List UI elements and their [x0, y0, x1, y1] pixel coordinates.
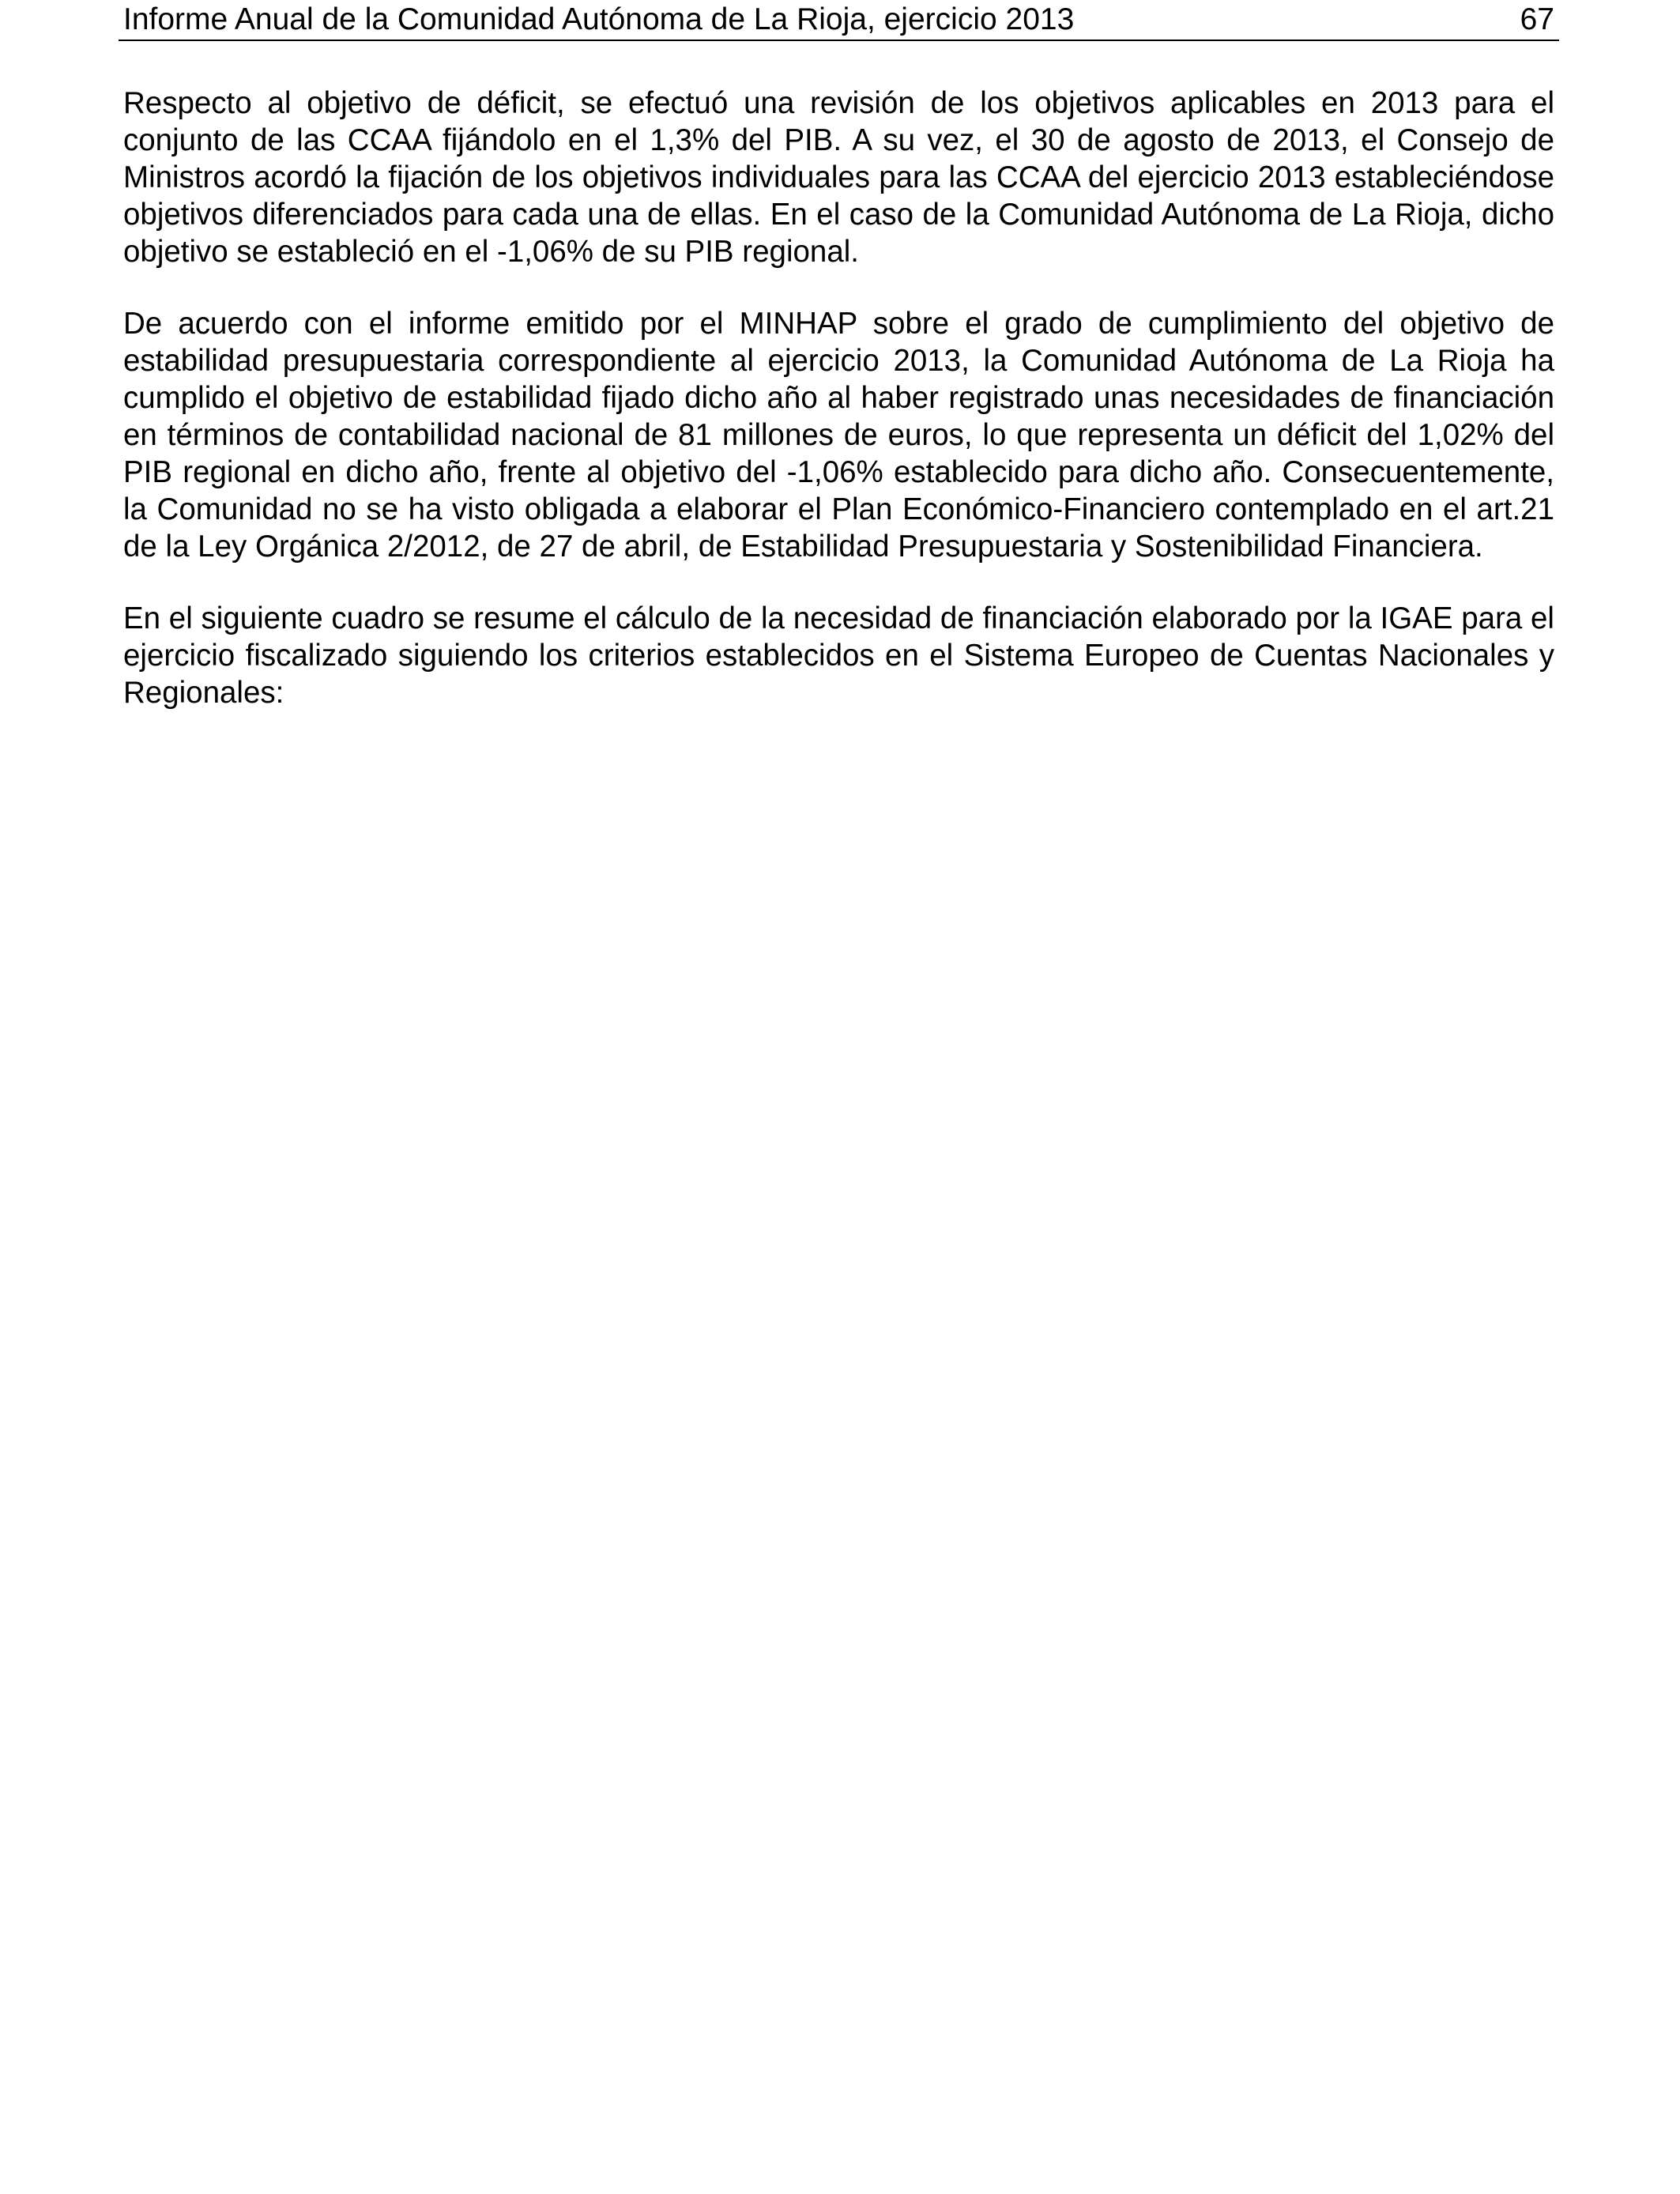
paragraph-minhap-report: De acuerdo con el informe emitido por el MINHAP sobre el grado de cumplimiento del objetivo de estabilidad presupuestaria correspondiente al ejercicio 2013, la Comunidad Autónoma de La Rioja ha cumplido el objetivo de estabilidad fijado dicho año al haber registrado unas necesidades de financiación en términos de contabilidad nacional de 81 millones de euros, lo que representa un déficit del 1,02% del PIB regional en dicho año, frente al objetivo del -1,06% establecido para dicho año. Consecuentemente, la Comunidad no se ha visto obligada a elaborar el Plan Económico-Financiero contemplado en el art.21 de la Ley Orgánica 2/2012, de 27 de abril, de Estabilidad Presupuestaria y Sostenibilidad Financiera.	[123, 307, 1554, 564]
paragraph-deficit-objective: Respecto al objetivo de déficit, se efectuó una revisión de los objetivos aplicables en 2013 para el conjunto de las CCAA fijándolo en el 1,3% del PIB. A su vez, el 30 de agosto de 2013, el Consejo de Ministros acordó la fijación de los objetivos individuales para las CCAA del ejercicio 2013 estableciéndose objetivos diferenciados para cada una de ellas. En el caso de la Comunidad Autónoma de La Rioja, dicho objetivo se estableció en el -1,06% de su PIB regional.	[123, 86, 1554, 269]
running-header	[119, 0, 1559, 41]
header-title: Informe Anual de la Comunidad Autónoma de La Rioja, ejercicio 2013	[123, 2, 1075, 36]
paragraph-table-intro: En el siguiente cuadro se resume el cálculo de la necesidad de financiación elaborado por la IGAE para el ejercicio fiscalizado siguiendo los criterios establecidos en el Sistema Europeo de Cuentas Nacionales y Regionales:	[123, 601, 1554, 710]
body-text	[123, 85, 1554, 746]
page-number: 67	[1520, 2, 1554, 36]
